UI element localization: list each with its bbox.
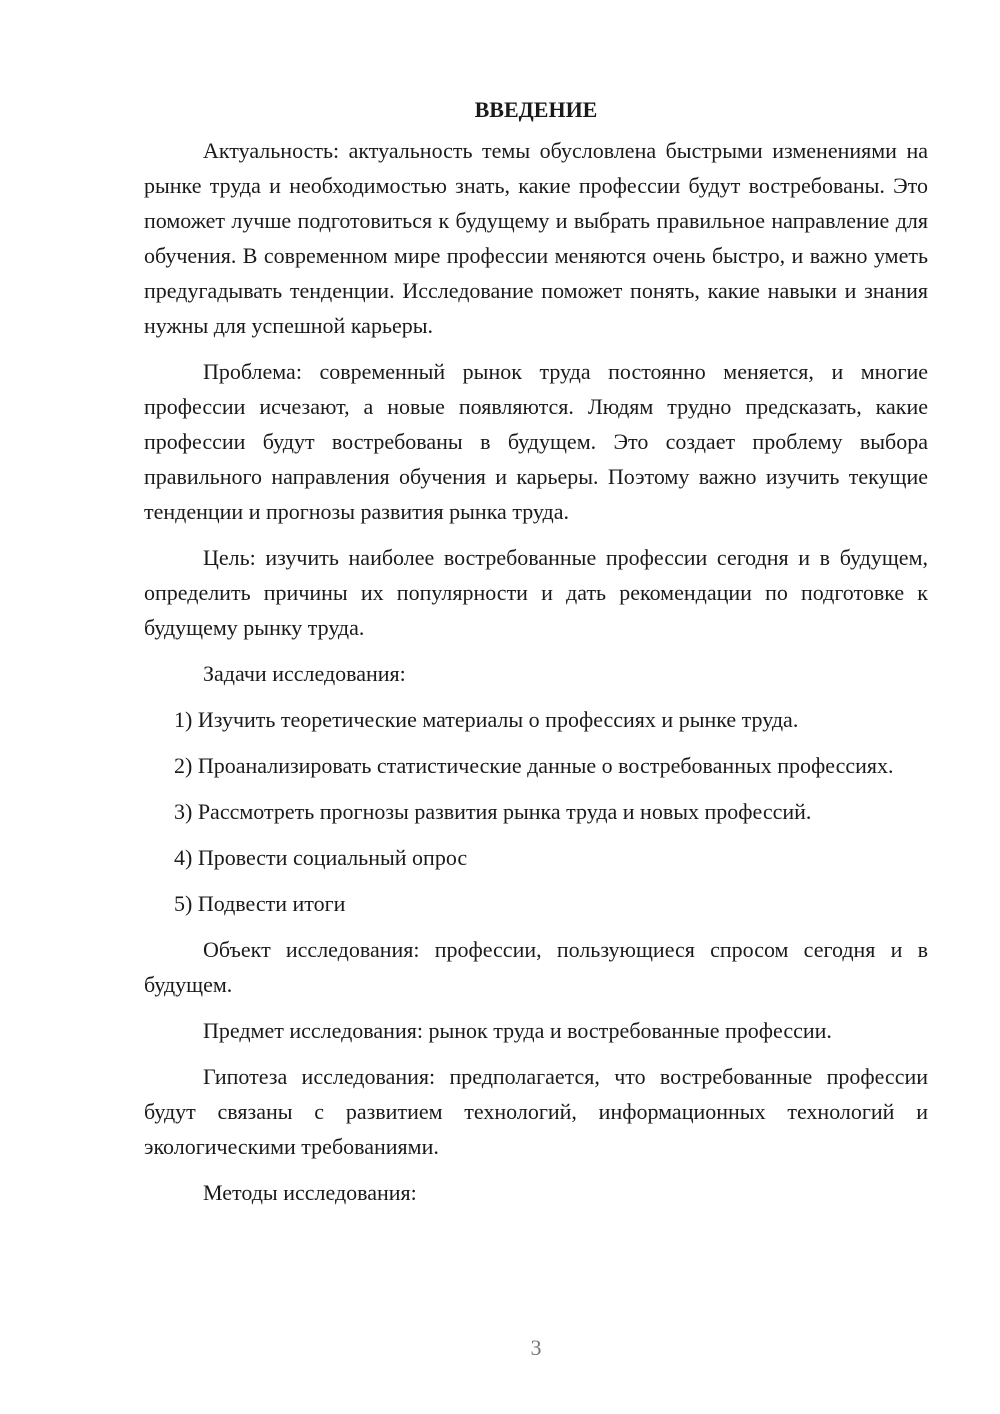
paragraph-goal: Цель: изучить наиболее востребованные профессии сегодня и в будущем, определить причины их популярности и дать рекомендации по подготовке к будущему рынку труда. xyxy=(144,545,928,640)
document-body xyxy=(144,95,928,1221)
section-title: ВВЕДЕНИЕ xyxy=(474,97,598,122)
task-item-2: 2) Проанализировать статистические данные о востребованных профессиях. xyxy=(174,753,894,778)
paragraph-methods: Методы исследования: xyxy=(203,1180,417,1205)
paragraph-subject: Предмет исследования: рынок труда и востребованные профессии. xyxy=(203,1018,832,1043)
page-number: 3 xyxy=(530,1335,542,1360)
paragraph-tasks-heading: Задачи исследования: xyxy=(203,661,406,686)
paragraph-relevance: Актуальность: актуальность темы обусловлена быстрыми изменениями на рынке труда и необходимостью знать, какие профессии будут востребованы. Это поможет лучше подготовиться к будущему и выбрать правильное направление для обучения. В современном мире профессии меняются очень быстро, и важно уметь предугадывать тенденции. Исследование поможет понять, какие навыки и знания нужны для успешной карьеры. xyxy=(144,138,928,338)
task-item-3: 3) Рассмотреть прогнозы развития рынка труда и новых профессий. xyxy=(174,799,812,824)
paragraph-hypothesis: Гипотеза исследования: предполагается, что востребованные профессии будут связаны с развитием технологий, информационных технологий и экологическими требованиями. xyxy=(144,1064,928,1159)
paragraph-object: Объект исследования: профессии, пользующиеся спросом сегодня и в будущем. xyxy=(144,937,928,997)
task-item-4: 4) Провести социальный опрос xyxy=(174,845,468,870)
task-item-5: 5) Подвести итоги xyxy=(174,891,346,916)
task-item-1: 1) Изучить теоретические материалы о профессиях и рынке труда. xyxy=(174,707,799,732)
paragraph-problem: Проблема: современный рынок труда постоянно меняется, и многие профессии исчезают, а новые появляются. Людям трудно предсказать, какие профессии будут востребованы в будущем. Это создает проблему выбора правильного направления обучения и карьеры. Поэтому важно изучить текущие тенденции и прогнозы развития рынка труда. xyxy=(144,359,928,524)
